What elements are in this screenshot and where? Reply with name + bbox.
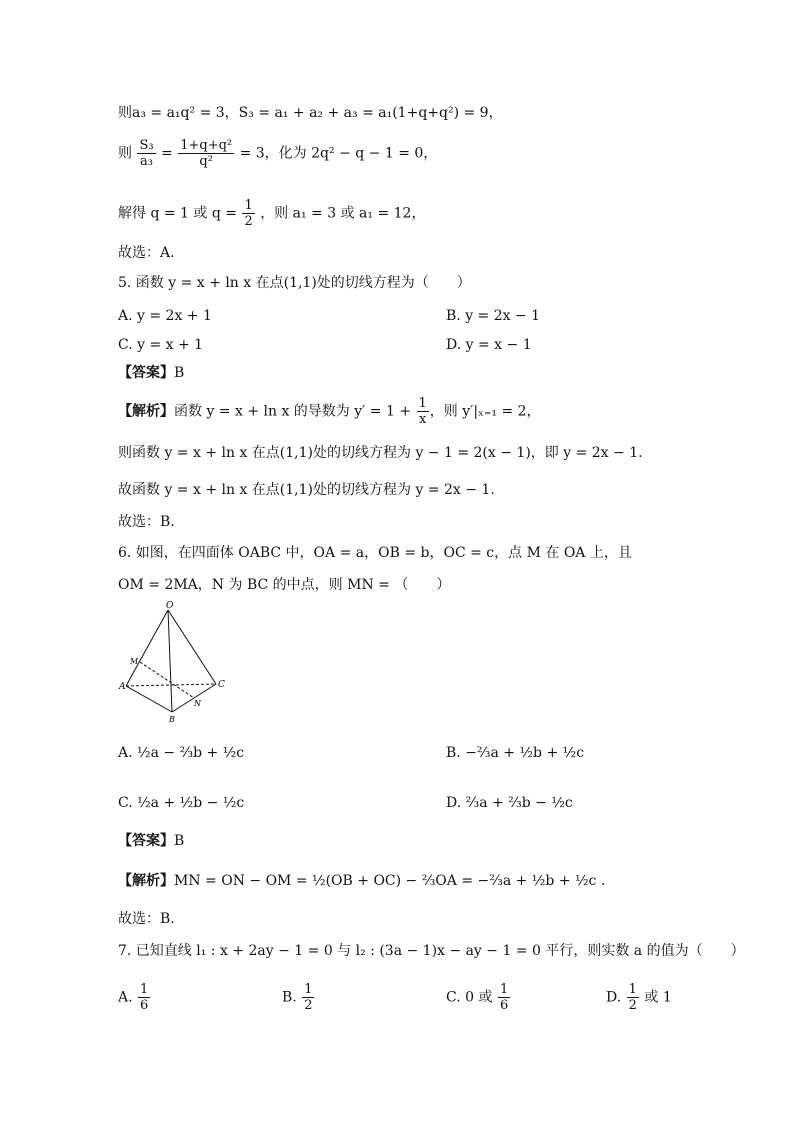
q5-option-c: C. y = x + 1 <box>118 337 204 353</box>
text: 解得 q = 1 或 q = <box>118 205 242 222</box>
answer-value: B <box>174 365 185 381</box>
q7-option-b <box>282 982 315 1013</box>
edge-oc <box>168 610 216 684</box>
text: = 3，化为 2q² − q − 1 = 0， <box>239 145 438 162</box>
solution-line-2 <box>118 138 437 169</box>
question-6-line-2: OM = 2MA，N 为 BC 的中点，则 MN = （ ） <box>118 577 451 593</box>
text: 则 <box>118 145 132 162</box>
tetrahedron-figure <box>116 598 232 726</box>
question-7: 7. 已知直线 l₁ : x + 2ay − 1 = 0 与 l₂ : (3a − 1)x − ay − 1 = 0 平行，则实数 a 的值为（ ） <box>118 943 745 959</box>
denominator: a₃ <box>140 154 153 169</box>
q5-option-b: B. y = 2x − 1 <box>446 308 541 324</box>
numerator: 1+q+q² <box>180 138 233 153</box>
denominator: 6 <box>140 998 149 1013</box>
solution-tag: 【解析】 <box>118 403 174 420</box>
label-b: B <box>169 715 175 724</box>
q6-solution <box>118 872 605 890</box>
solution-line-3 <box>118 198 425 229</box>
text: ，则 a₁ = 3 或 a₁ = 12， <box>260 205 426 222</box>
text: = <box>161 145 178 162</box>
edge-oa <box>126 610 168 686</box>
edge-ab <box>126 686 172 712</box>
text: MN = ON − OM = ½(OB + OC) − ⅔OA = −⅔a + ½b + ½c . <box>174 873 606 889</box>
text: 或 1 <box>644 989 672 1006</box>
option-label: A. <box>118 989 133 1006</box>
q5-answer <box>118 364 184 382</box>
segment-mn-dashed <box>140 662 194 698</box>
q5-solution-line-3: 故函数 y = x + ln x 在点(1,1)处的切线方程为 y = 2x − 1. <box>118 482 495 498</box>
fraction <box>137 138 155 169</box>
text: ，则 y′|ₓ₌₁ = 2， <box>429 403 541 420</box>
denominator: 2 <box>304 998 313 1013</box>
numerator: 1 <box>304 982 313 997</box>
numerator: 1 <box>140 982 149 997</box>
q5-solution-line-1 <box>118 396 541 427</box>
label-o: O <box>166 601 174 611</box>
answer-tag: 【答案】 <box>118 365 174 381</box>
fraction <box>138 982 150 1013</box>
solution-line-1: 则a₃ = a₁q² = 3，S₃ = a₁ + a₂ + a₃ = a₁(1+q+q²) = 9， <box>118 105 503 121</box>
question-6-line-1: 6. 如图，在四面体 OABC 中，OA = a，OB = b，OC = c，点 M 在 OA 上，且 <box>118 545 632 561</box>
q5-option-d: D. y = x − 1 <box>446 337 532 353</box>
q6-option-c: C. ½a + ½b − ½c <box>118 795 245 811</box>
option-label: C. 0 或 <box>446 989 493 1006</box>
denominator: q² <box>199 154 213 169</box>
q5-solution-line-2: 则函数 y = x + ln x 在点(1,1)处的切线方程为 y − 1 = 2(x − 1)，即 y = 2x − 1. <box>118 445 643 461</box>
option-label: B. <box>282 989 297 1006</box>
text: 函数 y = x + ln x 的导数为 y′ = 1 + <box>174 403 416 420</box>
q5-option-a: A. y = 2x + 1 <box>118 308 212 324</box>
q6-answer <box>118 832 184 850</box>
label-m: M <box>130 657 139 666</box>
denominator: x <box>418 412 427 427</box>
q6-option-d: D. ⅔a + ⅔b − ½c <box>446 795 573 811</box>
numerator: 1 <box>244 198 253 213</box>
numerator: 1 <box>418 396 427 411</box>
q5-end: 故选：B. <box>118 514 175 530</box>
denominator: 6 <box>499 998 509 1013</box>
option-label: D. <box>606 989 622 1006</box>
label-c: C <box>218 680 225 690</box>
numerator: S₃ <box>139 138 154 153</box>
q7-option-a <box>118 982 151 1013</box>
q6-end: 故选：B. <box>118 911 175 927</box>
solution-tag: 【解析】 <box>118 873 174 889</box>
fraction <box>498 982 510 1013</box>
numerator: 1 <box>499 982 509 997</box>
numerator: 1 <box>628 982 637 997</box>
answer-value: B <box>174 833 185 849</box>
edge-ob <box>168 610 172 712</box>
fraction <box>417 396 429 427</box>
q6-option-b: B. −⅔a + ½b + ½c <box>446 745 585 761</box>
q6-option-a: A. ½a − ⅔b + ½c <box>118 745 245 761</box>
q7-option-c <box>446 982 511 1013</box>
fraction <box>627 982 639 1013</box>
q7-option-d <box>606 982 672 1013</box>
fraction <box>178 138 234 169</box>
label-n: N <box>194 699 201 708</box>
solution-end-line: 故选：A. <box>118 245 175 261</box>
fraction <box>242 198 254 229</box>
question-5: 5. 函数 y = x + ln x 在点(1,1)处的切线方程为（ ） <box>118 275 471 291</box>
fraction <box>302 982 314 1013</box>
denominator: 2 <box>628 998 637 1013</box>
denominator: 2 <box>244 214 253 229</box>
label-a: A <box>119 682 126 692</box>
answer-tag: 【答案】 <box>118 833 174 849</box>
